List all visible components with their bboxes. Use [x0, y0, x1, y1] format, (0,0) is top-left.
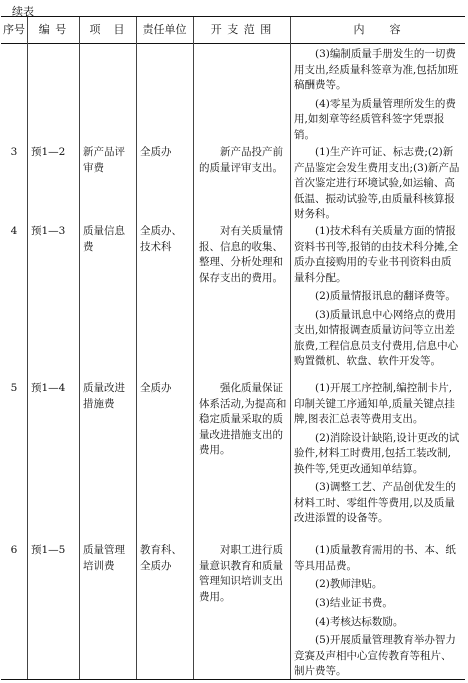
row-scope: 对有关质量情报、信息的收集、整理、分析处理和保存支出的费用。	[199, 225, 283, 284]
content-paragraph: (1)质量教育需用的书、本、纸等具用品费。	[294, 544, 456, 572]
content-paragraph: (3)质量讯息中心网络点的费用支出,如情报调查质量访问等立出差旅费,工程信息员支付费用,信息中心购置微机、软盘、软件开发等。	[294, 308, 459, 368]
row-unit: 教育科、全质办	[140, 544, 182, 572]
header-scope: 开 支 范 围	[210, 23, 273, 36]
column-divider	[27, 17, 28, 679]
continued-label: 续表	[12, 5, 34, 18]
content-paragraph: (3)结业证书费。	[315, 596, 393, 609]
row-seq: 3	[10, 146, 18, 158]
content-paragraph: (3)调整工艺、产品创优发生的材料工时、零组件等费用,以及质量改进添置的设备等。	[294, 481, 456, 525]
column-divider	[136, 17, 137, 679]
column-divider	[79, 17, 80, 679]
row-seq: 6	[10, 544, 18, 556]
content-paragraph: (2)质量情报讯息的翻译费等。	[315, 290, 456, 303]
content-paragraph: (1)开展工序控制,编控制卡片,印制关键工序通知单,质量关键点挂牌,图表汇总表等费用支出。	[294, 382, 455, 425]
row-unit: 全质办	[140, 146, 172, 158]
content-paragraph: (2)教师津贴。	[315, 578, 383, 591]
table-header	[1, 17, 465, 44]
header-code: 编 号	[38, 23, 68, 36]
row-content	[294, 145, 461, 226]
row-item: 质量信息费	[83, 225, 125, 253]
row-content	[294, 543, 461, 683]
content-paragraph: (2)消除设计缺陷,设计更改的试验件,材料工时费用,包括工装改制,换件等,凭更改通知单结算。	[294, 431, 460, 475]
row-scope: 对职工进行质量意识教育和质量管理知识培训支出费用。	[199, 544, 283, 603]
expense-table	[1, 16, 465, 680]
row-code: 预1—3	[31, 225, 66, 237]
header-content: 内 容	[353, 23, 402, 36]
row-scope: 新产品投产前的质量评审支出。	[199, 146, 283, 174]
content-paragraph: (4)零星为质量管理所发生的费用,如刻章等经质管科签字凭票报销。	[294, 97, 456, 141]
row-unit: 全质办、技术科	[140, 225, 182, 253]
row-code: 预1—2	[31, 146, 66, 158]
row-item: 质量管理培训费	[83, 544, 125, 572]
header-unit: 责任单位	[142, 23, 187, 36]
column-divider	[193, 17, 194, 679]
header-item: 项 目	[89, 23, 126, 36]
row-item: 新产品评审费	[83, 146, 125, 174]
row-content	[294, 224, 461, 373]
row-code: 预1—5	[31, 544, 66, 556]
content-paragraph: (4)考核达标数励。	[315, 615, 404, 628]
content-paragraph: (1)技术科有关质量方面的情报资料书刊等,报销的由技术科分摊,全质办直接购用的专业书刊资料由质量科分配。	[294, 225, 459, 284]
header-seq: 序号	[3, 23, 25, 36]
row-content	[294, 381, 461, 530]
row-content-continued	[294, 47, 461, 146]
row-seq: 4	[10, 225, 18, 237]
row-scope: 强化质量保证体系活动,为提高和稳定质量采取的质量改进措施支出的费用。	[199, 382, 287, 456]
content-paragraph: (5)开展质量管理教育举办智力竞赛及声相中心宣传教育等租片、制片费等。	[294, 634, 456, 678]
content-paragraph: (3)编制质量手册发生的一切费用支出,经质量科签章为准,包括加班稿酬费等。	[294, 48, 459, 91]
content-paragraph: (1)生产许可证、标志费;(2)新产品鉴定会发生费用支出;(3)新产品首次鉴定进行环境试验,如运输、高低温、振动试验等,由质量科核算报财务科。	[294, 146, 460, 220]
row-seq: 5	[10, 382, 18, 394]
row-code: 预1—4	[31, 382, 66, 394]
column-divider	[290, 17, 291, 679]
row-unit: 全质办	[140, 382, 172, 394]
row-item: 质量改进措施费	[83, 382, 125, 410]
